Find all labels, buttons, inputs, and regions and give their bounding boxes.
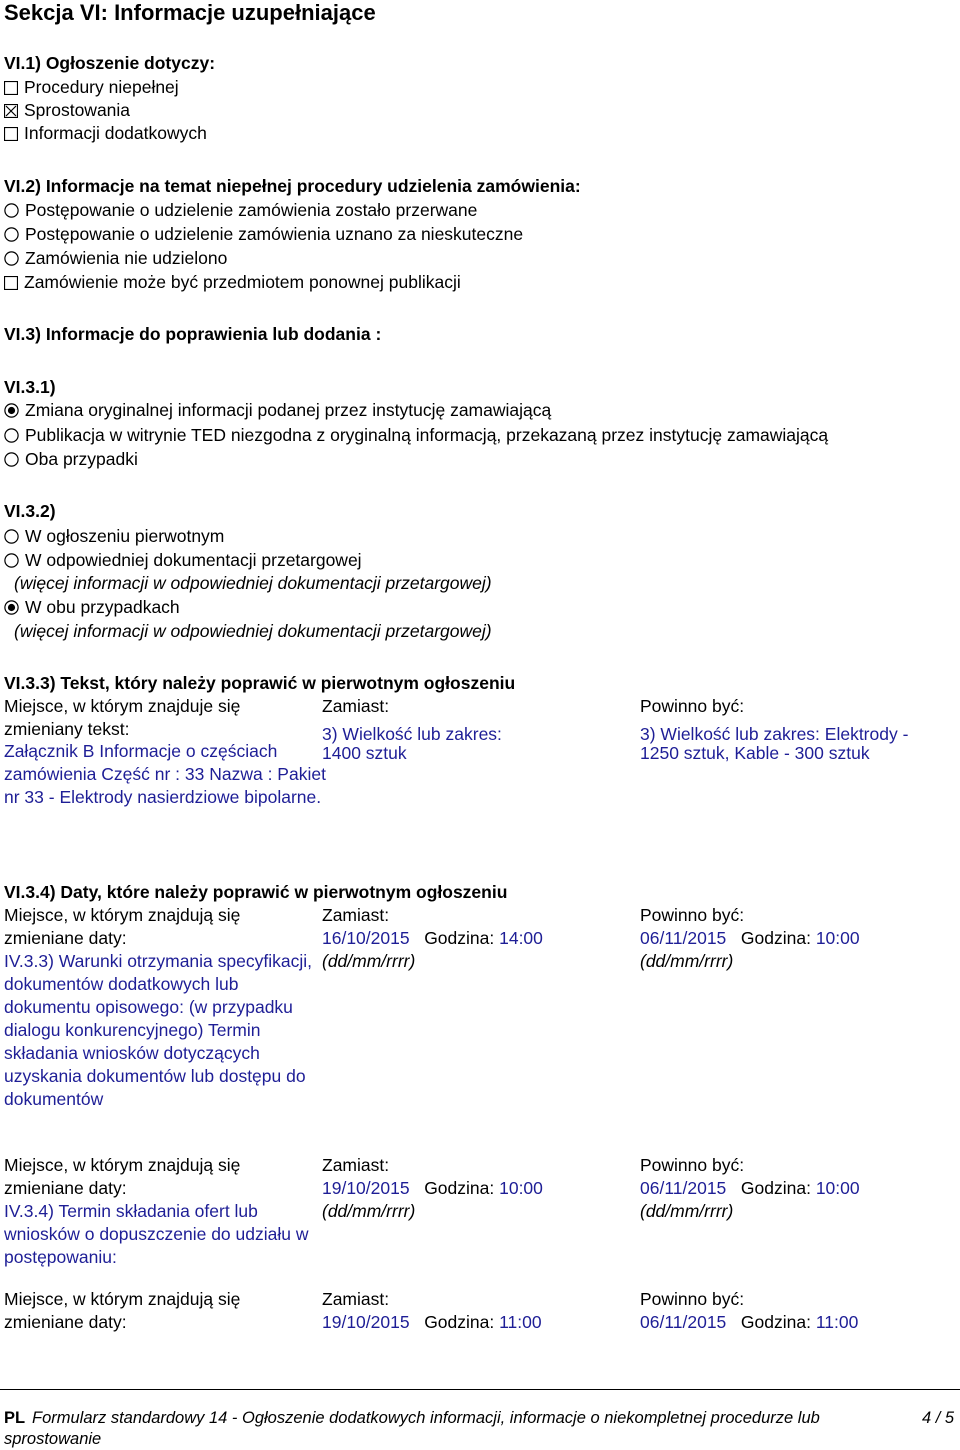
vi2-option-label: Zamówienie może być przedmiotem ponownej publikacji	[24, 272, 461, 292]
vi31-option-label: Zmiana oryginalnej informacji podanej przez instytucję zamawiającą	[25, 400, 552, 420]
time-label: Godzina:	[424, 1312, 495, 1332]
vi34-place-label: Miejsce, w którym znajdują się zmieniane daty:	[4, 1155, 241, 1198]
new-date: 06/11/2015	[640, 1312, 727, 1332]
vi34-title: VI.3.4) Daty, które należy poprawić w pierwotnym ogłoszeniu	[4, 882, 508, 902]
checkbox-empty-icon	[4, 127, 18, 141]
vi33-title: VI.3.3) Tekst, który należy poprawić w pierwotnym ogłoszeniu	[4, 673, 516, 693]
vi32-option-pierwotnym[interactable]	[4, 525, 224, 548]
vi32-option-label: W ogłoszeniu pierwotnym	[25, 526, 225, 546]
date-format: (dd/mm/rrrr)	[322, 1201, 416, 1221]
vi2-option-label: Zamówienia nie udzielono	[25, 248, 228, 268]
radio-empty-icon	[4, 529, 19, 544]
vi32-option-label: W odpowiedniej dokumentacji przetargowej	[25, 550, 362, 570]
vi2-title: VI.2) Informacje na temat niepełnej procedury udzielenia zamówienia:	[4, 176, 581, 196]
vi3-title: VI.3) Informacje do poprawienia lub dodania :	[4, 324, 382, 344]
vi31-option-label: Oba przypadki	[25, 449, 138, 469]
vi32-option-note: (więcej informacji w odpowiedniej dokumentacji przetargowej)	[14, 573, 492, 593]
time-label: Godzina:	[424, 928, 495, 948]
checkbox-empty-icon	[4, 81, 18, 95]
vi34-place-label: Miejsce, w którym znajdują się zmieniane daty:	[4, 1289, 241, 1332]
radio-empty-icon	[4, 251, 19, 266]
vi32-option-label: W obu przypadkach	[25, 597, 180, 617]
new-time: 10:00	[815, 1178, 860, 1198]
vi34-old-datetime	[322, 927, 543, 950]
vi31-option-oba[interactable]	[4, 448, 138, 471]
vi33-place-value: Załącznik B Informacje o częściach zamówienia Część nr : 33 Nazwa : Pakiet nr 33 - Elektrody nasierdziowe bipolarne.	[4, 741, 326, 807]
vi1-option-informacji[interactable]	[4, 122, 207, 145]
time-label: Godzina:	[424, 1178, 495, 1198]
vi1-option-label: Sprostowania	[24, 100, 131, 120]
vi33-instead-value: 3) Wielkość lub zakres: 1400 sztuk	[322, 724, 502, 763]
vi31-label: VI.3.1)	[4, 377, 56, 397]
old-date: 19/10/2015	[322, 1178, 410, 1198]
old-date: 19/10/2015	[322, 1312, 410, 1332]
vi34-instead-label: Zamiast:	[322, 905, 390, 925]
time-label: Godzina:	[740, 1178, 811, 1198]
vi2-option-nieskuteczne[interactable]	[4, 223, 523, 246]
vi33-should-label: Powinno być:	[640, 696, 745, 716]
old-time: 11:00	[499, 1312, 542, 1332]
vi1-option-label: Procedury niepełnej	[24, 77, 179, 97]
vi2-option-label: Postępowanie o udzielenie zamówienia uznano za nieskuteczne	[25, 224, 524, 244]
vi34-should-label: Powinno być:	[640, 905, 745, 925]
footer-lang: PL	[4, 1409, 26, 1427]
vi33-should-value: 3) Wielkość lub zakres: Elektrody - 1250 sztuk, Kable - 300 sztuk	[640, 724, 909, 763]
vi32-option-obu[interactable]	[4, 596, 180, 619]
radio-empty-icon	[4, 227, 19, 242]
vi1-title: VI.1) Ogłoszenie dotyczy:	[4, 53, 216, 73]
vi34-new-datetime	[640, 1177, 860, 1200]
vi31-option-ted[interactable]	[4, 424, 828, 447]
date-format: (dd/mm/rrrr)	[640, 951, 734, 971]
old-time: 10:00	[499, 1178, 543, 1198]
vi2-option-nie-udzielono[interactable]	[4, 247, 227, 270]
new-date: 06/11/2015	[640, 1178, 727, 1198]
radio-selected-icon	[4, 600, 19, 615]
vi1-option-procedury[interactable]	[4, 76, 179, 99]
new-time: 10:00	[815, 928, 860, 948]
old-date: 16/10/2015	[322, 928, 410, 948]
vi34-new-datetime	[640, 1311, 858, 1334]
vi34-old-datetime	[322, 1177, 543, 1200]
vi2-option-przerwane[interactable]	[4, 199, 477, 222]
vi34-new-datetime	[640, 927, 860, 950]
vi34-instead-label: Zamiast:	[322, 1155, 390, 1175]
radio-selected-icon	[4, 403, 19, 418]
radio-empty-icon	[4, 203, 19, 218]
footer-page-number: 4 / 5	[922, 1409, 955, 1427]
checkbox-empty-icon	[4, 276, 18, 290]
time-label: Godzina:	[740, 1312, 811, 1332]
vi31-option-zmiana[interactable]	[4, 399, 551, 422]
vi1-option-label: Informacji dodatkowych	[24, 123, 207, 143]
radio-empty-icon	[4, 428, 19, 443]
old-time: 14:00	[499, 928, 543, 948]
vi34-instead-label: Zamiast:	[322, 1289, 390, 1309]
new-time: 11:00	[815, 1312, 859, 1332]
vi32-option-dokumentacji[interactable]	[4, 549, 362, 572]
vi32-option-note: (więcej informacji w odpowiedniej dokumentacji przetargowej)	[14, 621, 492, 641]
radio-empty-icon	[4, 452, 19, 467]
vi2-option-ponowna-publikacja[interactable]	[4, 271, 461, 294]
vi34-place-value: IV.3.4) Termin składania ofert lub wniosków o dopuszczenie do udziału w postępowaniu:	[4, 1201, 309, 1267]
date-format: (dd/mm/rrrr)	[322, 951, 416, 971]
vi2-option-label: Postępowanie o udzielenie zamówienia zostało przerwane	[25, 200, 478, 220]
time-label: Godzina:	[740, 928, 811, 948]
new-date: 06/11/2015	[640, 928, 727, 948]
vi32-label: VI.3.2)	[4, 501, 56, 521]
footer-form: Formularz standardowy 14 - Ogłoszenie dodatkowych informacji, informacje o niekompletnej procedurze lub sprostowanie	[4, 1409, 820, 1448]
vi1-option-sprostowania[interactable]	[4, 99, 130, 122]
vi33-place-label: Miejsce, w którym znajduje się zmieniany tekst:	[4, 696, 241, 739]
radio-empty-icon	[4, 553, 19, 568]
vi31-option-label: Publikacja w witrynie TED niezgodna z oryginalną informacją, przekazaną przez instytucję zamawiającą	[25, 425, 829, 445]
section-title: Sekcja VI: Informacje uzupełniające	[4, 0, 376, 25]
vi33-instead-label: Zamiast:	[322, 696, 390, 716]
vi34-place-value: IV.3.3) Warunki otrzymania specyfikacji, dokumentów dodatkowych lub dokumentu opisowego: (w przypadku dialogu konkurencyjnego) Termin składania wniosków dotyczących uzyskania dokumentów lub dostępu do dokumentów	[4, 951, 312, 1109]
vi34-should-label: Powinno być:	[640, 1155, 745, 1175]
vi34-old-datetime	[322, 1311, 542, 1334]
date-format: (dd/mm/rrrr)	[640, 1201, 734, 1221]
vi34-place-label: Miejsce, w którym znajdują się zmieniane daty:	[4, 905, 241, 948]
checkbox-checked-icon	[4, 104, 18, 118]
vi34-should-label: Powinno być:	[640, 1289, 745, 1309]
footer-divider	[0, 1389, 960, 1390]
